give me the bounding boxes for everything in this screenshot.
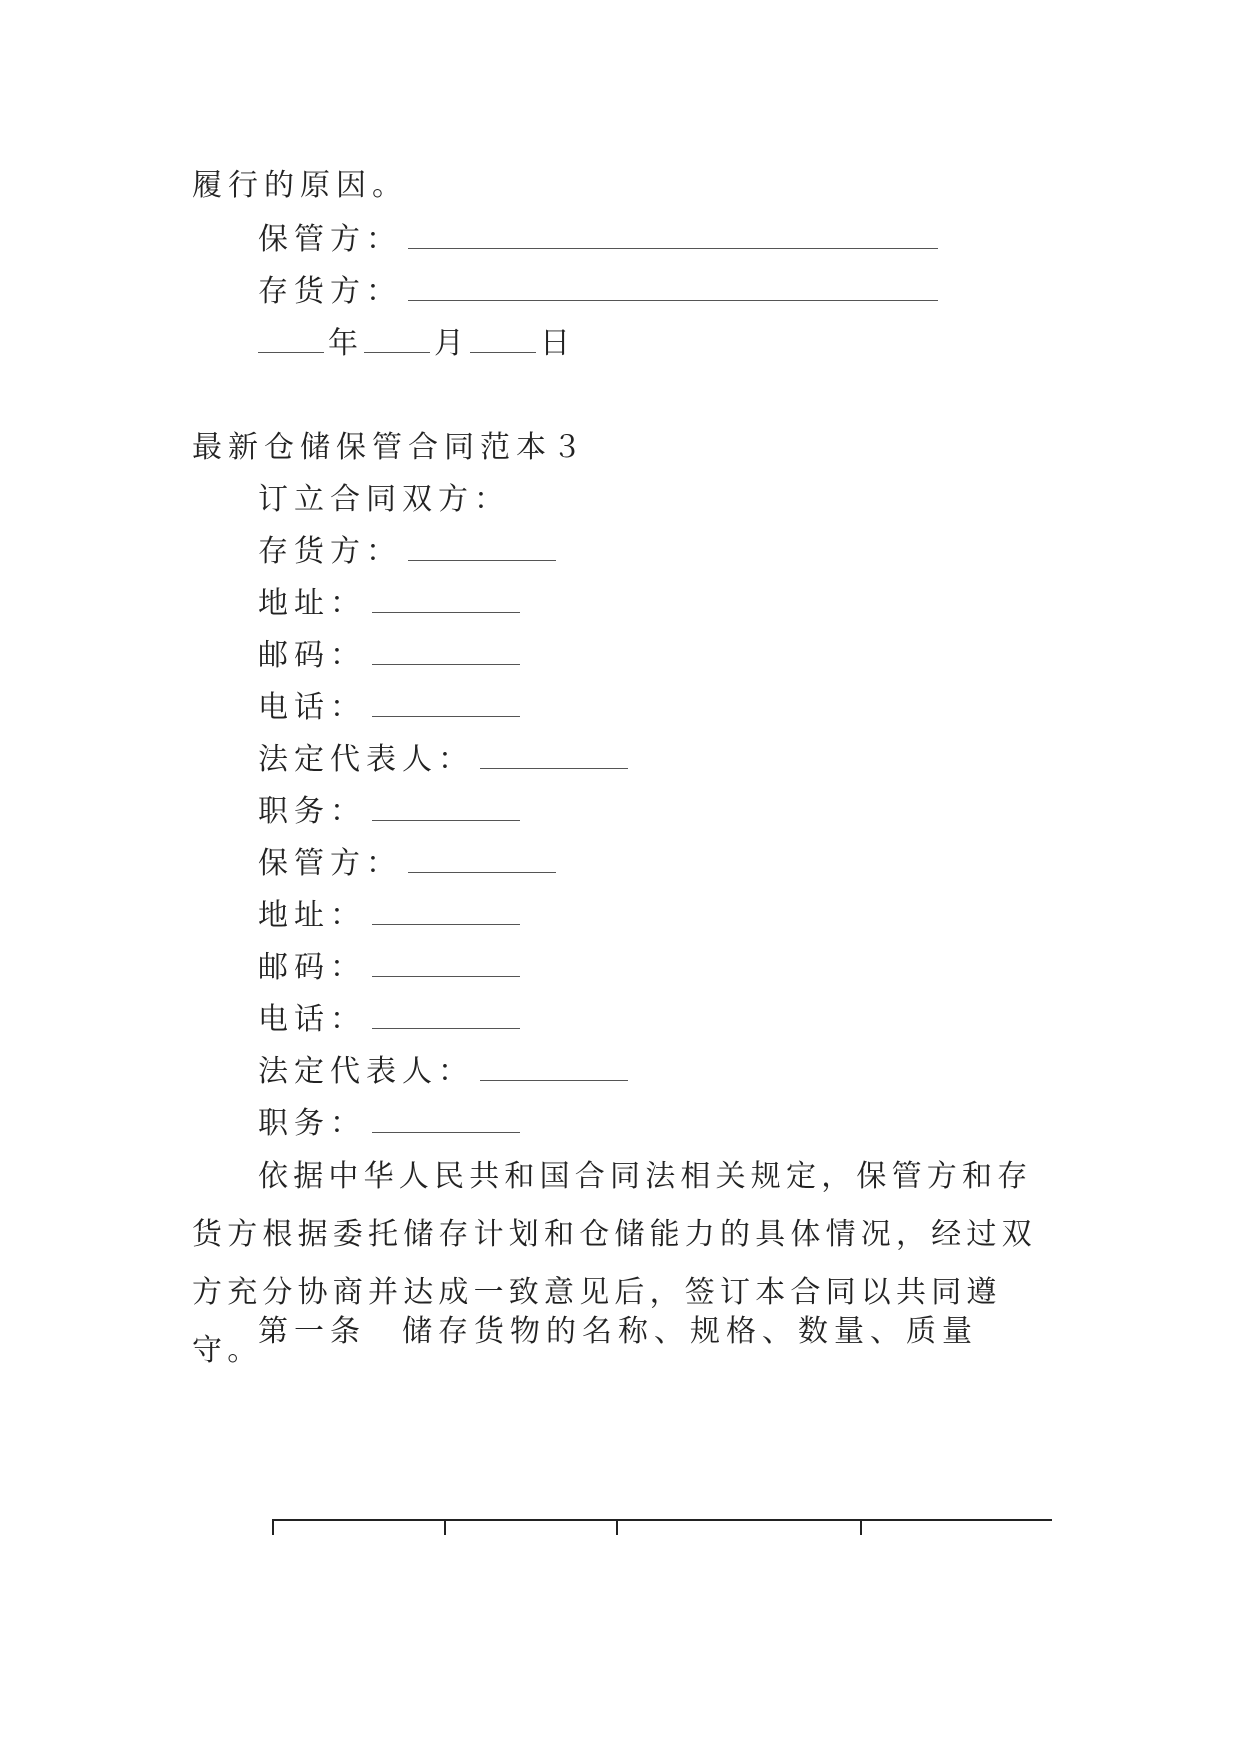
label: 法定代表人： — [258, 1054, 474, 1089]
month-label: 月 — [434, 326, 470, 361]
blank-field — [372, 688, 520, 717]
depositor-address — [258, 584, 520, 624]
table-column-divider — [272, 1519, 274, 1535]
year-label: 年 — [328, 326, 364, 361]
table-column-divider — [860, 1519, 862, 1535]
blank-field — [372, 584, 520, 613]
signature-depositor — [258, 272, 938, 312]
blank-field — [408, 532, 556, 561]
label: 邮码： — [258, 950, 366, 985]
label: 法定代表人： — [258, 742, 474, 777]
blank-field — [372, 1104, 520, 1133]
signature-custodian — [258, 220, 938, 260]
blank-field — [480, 740, 628, 769]
custodian-legal-rep — [258, 1052, 628, 1092]
label: 职务： — [258, 794, 366, 829]
custodian-position — [258, 1104, 520, 1144]
blank-field — [372, 948, 520, 977]
label: 保管方： — [258, 222, 402, 257]
blank-field — [372, 792, 520, 821]
depositor-position — [258, 792, 520, 832]
depositor-title — [258, 532, 556, 572]
text-line: 履行的原因。 — [192, 168, 408, 203]
label: 保管方： — [258, 846, 402, 881]
section-heading: 最新仓储保管合同范本３ — [192, 430, 588, 465]
depositor-postcode — [258, 636, 520, 676]
day-label: 日 — [540, 326, 576, 361]
blank-field — [372, 636, 520, 665]
blank-field — [372, 896, 520, 925]
table-top-border — [272, 1519, 1052, 1521]
label: 地址： — [258, 898, 366, 933]
date-line — [258, 324, 576, 364]
custodian-postcode — [258, 948, 520, 988]
blank-month — [364, 324, 430, 353]
table-column-divider — [444, 1519, 446, 1535]
label: 职务： — [258, 1106, 366, 1141]
blank-field — [480, 1052, 628, 1081]
custodian-phone — [258, 1000, 520, 1040]
parties-intro: 订立合同双方： — [258, 482, 510, 517]
blank-year — [258, 324, 324, 353]
body-paragraph: 依据中华人民共和国合同法相关规定，保管方和存货方根据委托储存计划和仓储能力的具体情况，经过双方充分协商并达成一致意见后，签订本合同以共同遵守。 — [192, 1159, 1037, 1368]
table-column-divider — [616, 1519, 618, 1535]
label: 电话： — [258, 1002, 366, 1037]
label: 邮码： — [258, 638, 366, 673]
label: 存货方： — [258, 534, 402, 569]
custodian-address — [258, 896, 520, 936]
article-1-heading: 第一条 储存货物的名称、规格、数量、质量 — [258, 1314, 978, 1349]
label: 电话： — [258, 690, 366, 725]
label: 存货方： — [258, 274, 402, 309]
blank-field — [372, 1000, 520, 1029]
depositor-legal-rep — [258, 740, 628, 780]
blank-day — [470, 324, 536, 353]
custodian-title — [258, 844, 556, 884]
label: 地址： — [258, 586, 366, 621]
depositor-phone — [258, 688, 520, 728]
blank-field — [408, 272, 938, 301]
blank-field — [408, 844, 556, 873]
blank-field — [408, 220, 938, 249]
